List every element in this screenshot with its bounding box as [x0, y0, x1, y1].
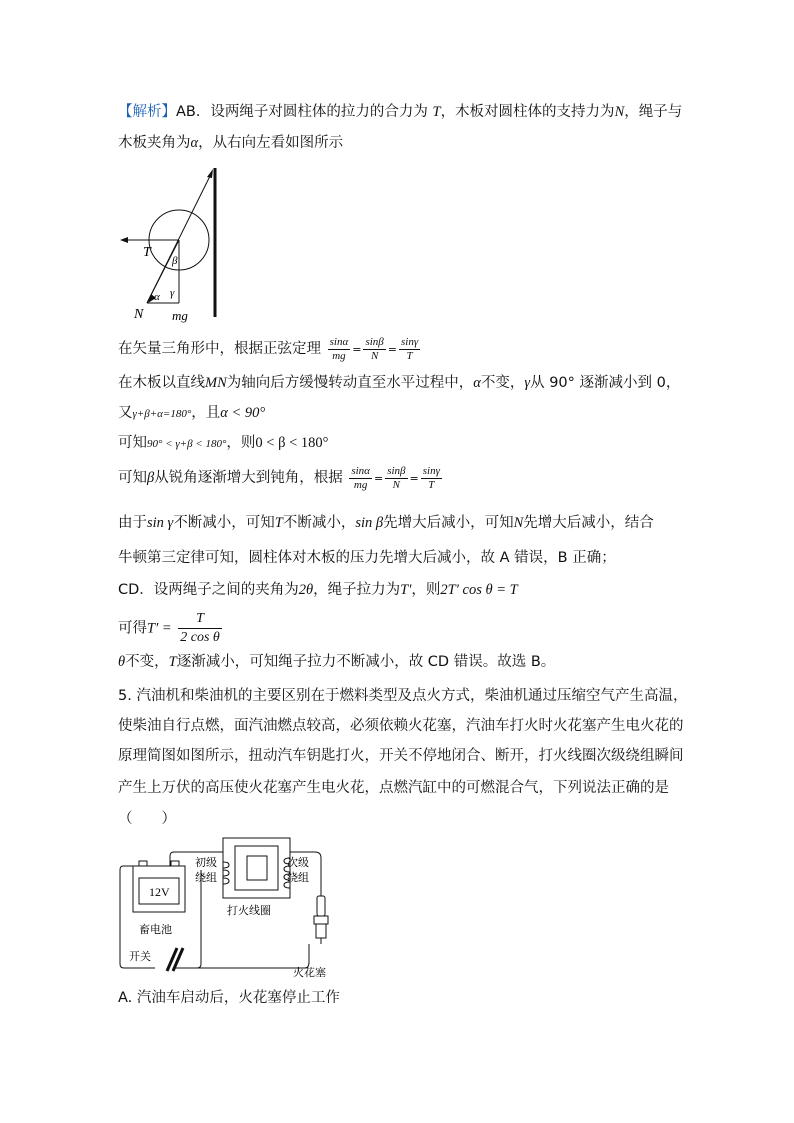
analysis-line-6: 可知90° < γ+β < 180°，则0 < β < 180° — [118, 435, 329, 451]
primary-label-1: 初级 — [195, 856, 217, 869]
fraction-5: $\frac{\sin\beta}{N}$ — [387, 464, 406, 491]
battery-terminal-left — [139, 861, 147, 866]
label-mg: mg — [172, 308, 188, 323]
coil-housing — [223, 838, 290, 898]
option-a: A. 汽油车启动后，火花塞停止工作 — [118, 990, 340, 1006]
analysis-line-3: 在矢量三角形中，根据正弦定理 $\frac{\sin\alpha}{mg}$ = $\frac{\sin\beta}{N}$ = $\frac{\sin\gamma}{T}$ — [118, 335, 419, 362]
analysis-line-7: 可知β从锐角逐渐增大到钝角，根据 $\frac{\sin\alpha}{mg}$ = $\frac{\sin\beta}{N}$ = $\frac{\sin\gamma}{T}$ — [118, 464, 440, 491]
analysis-line-12: θ不变，T逐渐减小，可知绳子拉力不断减小，故 CD 错误。故选 B。 — [118, 654, 556, 670]
battery-label: 畜电池 — [139, 923, 172, 936]
label-gamma: γ — [170, 287, 175, 299]
label-alpha: α — [154, 291, 160, 303]
wire-return — [175, 944, 309, 968]
spark-plug-label: 火花塞 — [293, 966, 326, 979]
analysis-line-9: 牛顿第三定律可知，圆柱体对木板的压力先增大后减小，故 A 错误，B 正确； — [118, 550, 616, 566]
fraction-tension: $\frac{T}{\text{2 cos θ}}$ — [180, 611, 220, 645]
fraction-4: $\frac{\sin\alpha}{mg}$ — [351, 464, 370, 491]
switch-label: 开关 — [129, 950, 151, 963]
fraction-2: $\frac{\sin\beta}{N}$ — [365, 335, 384, 362]
analysis-line-2: 木板夹角为α，从右向左看如图所示 — [118, 135, 344, 151]
arrow-head-left — [120, 237, 128, 243]
force-diagram — [112, 160, 232, 325]
wire-bottom — [185, 870, 201, 968]
analysis-line-4: 在木板以直线MN为轴向后方缓慢转动直至水平过程中，α不变，γ从 90° 逐渐减小到 0， — [118, 375, 681, 391]
spark-plug-cap — [317, 896, 325, 916]
ignition-circuit-diagram — [115, 836, 355, 981]
question5-line-4: 产生上万伏的高压使火花塞产生电火花，点燃汽缸中的可燃混合气，下列说法正确的是 — [118, 780, 669, 796]
spark-plug-body — [314, 916, 328, 924]
fraction-1: $\frac{\sin\alpha}{mg}$ — [329, 335, 349, 362]
analysis-line-8: 由于sin γ不断减小，可知T不断减小，sin β先增大后减小，可知N先增大后减小，结合 — [118, 515, 654, 531]
question5-line-3: 原理简图如图所示，扭动汽车钥匙打火，开关不停地闭合、断开，打火线圈次级绕组瞬间 — [118, 748, 684, 764]
analysis-tag: 【解析】 — [118, 104, 176, 120]
label-beta: β — [172, 255, 178, 267]
label-N: N — [134, 307, 144, 322]
arrow-head-up — [207, 169, 213, 178]
question5-line-1: 5. 汽油机和柴油机的主要区别在于燃料类型及点火方式，柴油机通过压缩空气产生高温， — [118, 688, 688, 704]
analysis-line-5: 又γ+β+α=180°，且α < 90° — [118, 405, 266, 421]
coil-label: 打火线圈 — [227, 904, 271, 917]
battery-voltage: 12V — [149, 885, 170, 899]
fraction-6: $\frac{\sin\gamma}{T}$ — [422, 464, 440, 491]
analysis-line-11: 可得T′ = $\frac{T}{\text{2 cos θ}}$ — [118, 611, 220, 645]
analysis-line-1: 【解析】AB．设两绳子对圆柱体的拉力的合力为 T，木板对圆柱体的支持力为N，绳子与 — [118, 104, 683, 120]
label-T: T — [143, 245, 151, 260]
analysis-line-10: CD．设两绳子之间的夹角为2θ，绳子拉力为T′，则2T′ cos θ = T — [118, 582, 518, 598]
secondary-label-1: 次级 — [287, 856, 309, 869]
spark-plug-thread — [316, 924, 326, 938]
question5-line-5: （ ） — [118, 811, 176, 827]
fraction-3: $\frac{\sin\gamma}{T}$ — [401, 335, 419, 362]
battery-terminal-right — [171, 861, 179, 866]
question5-line-2: 使柴油自行点燃，面汽油燃点较高，必须依赖火花塞，汽油车打火时火花塞产生电火花的 — [118, 718, 684, 734]
secondary-label-2: 绕组 — [287, 871, 309, 884]
primary-label-2: 绕组 — [195, 871, 217, 884]
